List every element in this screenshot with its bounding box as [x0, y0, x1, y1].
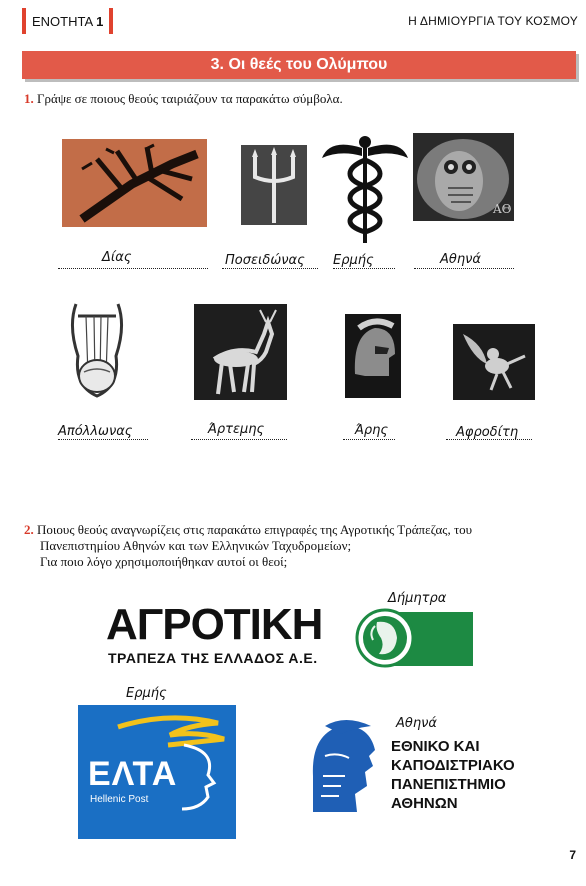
- question-2-line1: Ποιους θεούς αναγνωρίζεις στις παρακάτω επιγραφές της Αγροτικής Τράπεζας, του: [37, 522, 473, 537]
- question-2-line3: Για ποιο λόγο χρησιμοποιήθηκαν αυτοί οι θεοί;: [40, 554, 288, 569]
- answer-athena: Αθηνά: [440, 252, 481, 267]
- agrotiki-logo-sub: ΤΡΑΠΕΖΑ ΤΗΣ ΕΛΛΑΔΟΣ Α.Ε.: [108, 650, 318, 666]
- agrotiki-logo-name: ΑΓΡΟΤΙΚΗ: [106, 600, 323, 649]
- demeter-coin-logo-icon: [355, 608, 473, 668]
- answer-line: [191, 439, 287, 440]
- answer-hermes: Ερμής: [333, 253, 374, 268]
- page-title-bar: [22, 51, 576, 79]
- answer-line: [58, 268, 208, 269]
- question-1-number: 1.: [24, 91, 34, 106]
- answer-athena-uni: Αθηνά: [396, 716, 437, 731]
- question-1-text: Γράψε σε ποιους θεούς ταιριάζουν τα παρακάτω σύμβολα.: [37, 91, 343, 106]
- answer-line: [58, 439, 148, 440]
- answer-hermes-elta: Ερμής: [126, 686, 167, 701]
- question-2: [24, 522, 579, 570]
- athena-head-logo-icon: [305, 716, 385, 816]
- page-title: 3. Οι θεές του Ολύμπου: [210, 56, 388, 73]
- unit-label-text: ΕΝΟΤΗΤΑ: [32, 13, 94, 29]
- svg-text:ΑΘ: ΑΘ: [493, 202, 512, 216]
- ares-helmet-image: [345, 314, 401, 398]
- answer-line: [222, 268, 318, 269]
- aphrodite-eros-image: [453, 324, 535, 400]
- question-1: [24, 91, 343, 107]
- answer-ares: Άρης: [355, 423, 389, 438]
- answer-demeter: Δήμητρα: [388, 591, 447, 606]
- question-2-number: 2.: [24, 522, 34, 537]
- page-number: 7: [569, 848, 576, 862]
- section-title: Η ΔΗΜΙΟΥΡΓΙΑ ΤΟΥ ΚΟΣΜΟΥ: [408, 14, 578, 28]
- apollo-lyre-image: [64, 296, 130, 402]
- answer-line: [333, 268, 395, 269]
- university-line: ΕΘΝΙΚΟ ΚΑΙ: [391, 738, 480, 755]
- university-line: ΚΑΠΟΔΙΣΤΡΙΑΚΟ: [391, 757, 515, 774]
- answer-apollo: Απόλλωνας: [58, 424, 133, 439]
- question-2-line2: Πανεπιστημίου Αθηνών και των Ελληνικών Ταχυδρομείων;: [40, 538, 352, 553]
- university-line: ΠΑΝΕΠΙΣΤΗΜΙΟ: [391, 776, 506, 793]
- unit-number: 1: [96, 13, 104, 29]
- university-line: ΑΘΗΝΩΝ: [391, 795, 458, 812]
- poseidon-trident-image: [241, 145, 307, 225]
- athena-owl-coin-image: [413, 133, 514, 221]
- answer-line: [414, 268, 514, 269]
- answer-poseidon: Ποσειδώνας: [225, 253, 305, 268]
- zeus-thunderbolt-image: [62, 139, 207, 227]
- unit-label: [22, 8, 113, 34]
- elta-logo: [78, 705, 236, 839]
- answer-zeus: Δίας: [102, 250, 132, 265]
- elta-logo-name: ΕΛΤΑ: [88, 755, 178, 793]
- university-logo-text: [391, 737, 515, 813]
- answer-aphrodite: Αφροδίτη: [456, 425, 519, 440]
- artemis-deer-image: [194, 304, 287, 400]
- hermes-caduceus-image: [320, 128, 410, 246]
- answer-line: [343, 439, 395, 440]
- answer-artemis: Άρτεμης: [208, 422, 265, 437]
- elta-logo-sub: Hellenic Post: [90, 794, 149, 805]
